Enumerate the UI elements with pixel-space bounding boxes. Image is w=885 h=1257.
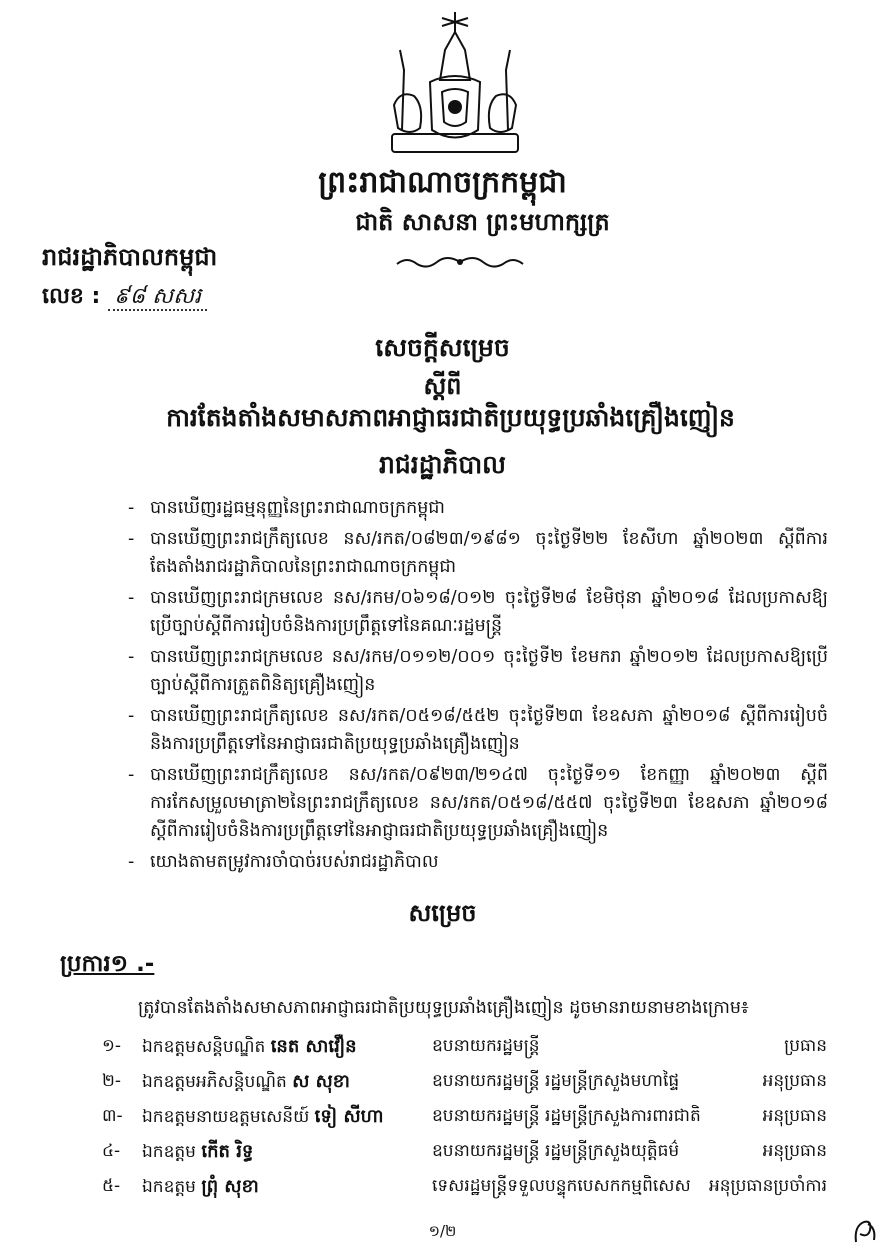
recital-item: - យោងតាមតម្រូវការចាំបាច់របស់រាជរដ្ឋាភិបាល [128,852,439,872]
decision-title: សេចក្តីសម្រេច [375,333,510,362]
number-value: ៩៨ សសរ [108,284,207,311]
decision-about: ស្តីពី [423,372,462,400]
article-1-intro: ត្រូវបានតែងតាំងសមាសភាពអាជ្ញាធរជាតិប្រយុទ្ធប្រឆាំងគ្រឿងញៀន ដូចមានរាយនាមខាងក្រោម៖ [138,998,749,1018]
recital-item: - បានឃើញព្រះរាជក្រឹត្យលេខ នស/រកត/០៨២៣/១៩៨១ ចុះថ្ងៃទី២២ ខែសីហា ឆ្នាំ២០២៣ ស្តីពីការតែងតាំងរាជរដ្ឋាភិបាលនៃព្រះរាជាណាចក្រកម្ពុជា [128,529,828,577]
issuing-authority: រាជរដ្ឋាភិបាល [379,450,506,479]
recital-item: - បានឃើញព្រះរាជក្រឹត្យលេខ នស/រកត/០៩២៣/២១៤៧ ចុះថ្ងៃទី១១ ខែកញ្ញា ឆ្នាំ២០២៣ ស្តីពីការកែសម្រួលមាត្រា២នៃព្រះរាជក្រឹត្យលេខ នស/រកត/០៥១៨/៥៥៧ ចុះថ្ងៃទី២៣ ខែឧសភា ឆ្នាំ២០១៨ ស្តីពីការរៀបចំនិងការប្រព្រឹត្តទៅនៃអាជ្ញាធរជាតិប្រយុទ្ធប្រឆាំងគ្រឿងញៀន [128,765,828,841]
national-motto: ជាតិ សាសនា ព្រះមហាក្សត្រ [355,208,610,236]
table-row: ៤- ឯកឧត្តម កើត រិទ្ធ ឧបនាយករដ្ឋមន្ត្រី រដ្ឋមន្ត្រីក្រសួងយុត្តិធម៌ អនុប្រធាន [102,1141,827,1162]
government-heading: រាជរដ្ឋាភិបាលកម្ពុជា [42,243,218,271]
table-row: ៥- ឯកឧត្តម ព្រុំ សុខា ទេសរដ្ឋមន្ត្រីទទួលបន្ទុកបេសកកម្មពិសេស អនុប្រធានប្រចាំការ [102,1176,827,1197]
kingdom-title: ព្រះរាជាណាចក្រកម្ពុជា [318,165,567,200]
number-label: លេខ : [42,284,101,309]
handwritten-initial-icon [850,1216,880,1246]
recitals-list [128,494,828,879]
recital-item: - បានឃើញព្រះរាជក្រមលេខ នស/រកម/០១១២/០០១ ចុះថ្ងៃទី២ ខែមករា ឆ្នាំ២០១២ ដែលប្រកាសឱ្យប្រើច្បាប់ស្តីពីការត្រួតពិនិត្យគ្រឿងញៀន [128,647,828,695]
table-row: ១- ឯកឧត្តមសន្តិបណ្ឌិត នេត សាវឿន ឧបនាយករដ្ឋមន្ត្រី ប្រធាន [102,1036,827,1057]
page-number: ១/២ [428,1222,457,1240]
members-table [102,1030,827,1205]
decision-heading: សម្រេច [408,899,477,927]
ornament-divider-icon [395,252,525,272]
recital-item: - បានឃើញរដ្ឋធម្មនុញ្ញនៃព្រះរាជាណាចក្រកម្ពុជា [128,498,445,518]
decision-subject: ការតែងតាំងសមាសភាពអាជ្ញាធរជាតិប្រយុទ្ធប្រឆាំងគ្រឿងញៀន [166,403,735,432]
table-row: ២- ឯកឧត្តមអភិសន្តិបណ្ឌិត ស សុខា ឧបនាយករដ្ឋមន្ត្រី រដ្ឋមន្ត្រីក្រសួងមហាផ្ទៃ អនុប្រធាន [102,1071,827,1092]
table-row: ៣- ឯកឧត្តមនាយឧត្តមសេនីយ៍ ទៀ សីហា ឧបនាយករដ្ឋមន្ត្រី រដ្ឋមន្ត្រីក្រសួងការពារជាតិ អនុប្រធាន [102,1106,827,1127]
royal-coat-of-arms-icon [380,10,530,160]
recital-item: - បានឃើញព្រះរាជក្រមលេខ នស/រកម/០៦១៨/០១២ ចុះថ្ងៃទី២៨ ខែមិថុនា ឆ្នាំ២០១៨ ដែលប្រកាសឱ្យប្រើច្បាប់ស្តីពីការរៀបចំនិងការប្រព្រឹត្តទៅនៃគណៈរដ្ឋមន្ត្រី [128,588,828,636]
article-1-heading: ប្រការ១ .- [60,951,155,977]
document-number [42,282,207,314]
recital-item: - បានឃើញព្រះរាជក្រឹត្យលេខ នស/រកត/០៥១៨/៥៥២ ចុះថ្ងៃទី២៣ ខែឧសភា ឆ្នាំ២០១៨ ស្តីពីការរៀបចំនិងការប្រព្រឹត្តទៅនៃអាជ្ញាធរជាតិប្រយុទ្ធប្រឆាំងគ្រឿងញៀន [128,706,828,754]
